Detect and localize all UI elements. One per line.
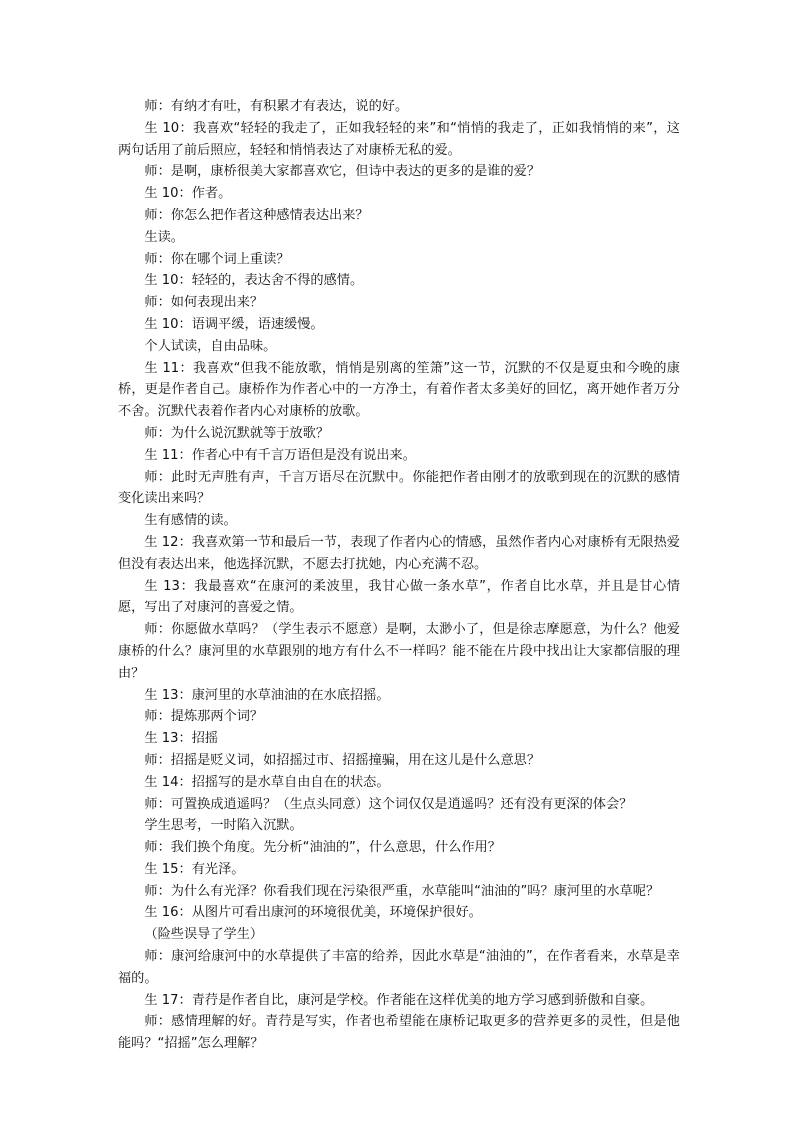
- paragraph: 师：康河给康河中的水草提供了丰富的给养，因此水草是“油油的”，在作者看来，水草是幸福的。: [118, 949, 680, 986]
- paragraph: （险些误导了学生）: [144, 927, 264, 943]
- paragraph: 师：是啊，康桥很美大家都喜欢它，但诗中表达的更多的是谁的爱？: [144, 164, 541, 180]
- paragraph: 师：如何表现出来？: [144, 295, 264, 311]
- paragraph: 生 13：我最喜欢“在康河的柔波里，我甘心做一条水草”，作者自比水草，并且是甘心情愿，写出了对康河的喜爱之情。: [118, 578, 680, 616]
- paragraph: 生读。: [144, 229, 184, 245]
- paragraph: 师：为什么说沉默就等于放歌？: [144, 425, 330, 441]
- paragraph: 生 12：我喜欢第一节和最后一节，表现了作者内心的情感，虽然作者内心对康桥有无限热爱但没有表达出来，他选择沉默，不愿去打扰她，内心充满不忍。: [118, 534, 680, 572]
- paragraph: 生 13：招摇: [144, 731, 219, 747]
- paragraph: 师：此时无声胜有声，千言万语尽在沉默中。你能把作者由刚才的放歌到现在的沉默的感情变化读出来吗？: [118, 469, 680, 507]
- paragraph: 师：感情理解的好。青荇是写实，作者也希望能在康桥记取更多的营养更多的灵性，但是他能吗？“招摇”怎么理解？: [118, 1014, 680, 1052]
- paragraph: 师：可置换成逍遥吗？（生点头同意）这个词仅仅是逍遥吗？还有没有更深的体会？: [144, 796, 633, 812]
- paragraph: 生 15：有光泽。: [144, 861, 245, 877]
- paragraph: 个人试读，自由品味。: [144, 338, 277, 354]
- paragraph: 生 11：作者心中有千言万语但是没有说出来。: [144, 447, 416, 463]
- paragraph: 生 10：轻轻的，表达舍不得的感情。: [144, 273, 364, 289]
- paragraph: 生 13：康河里的水草油油的在水底招摇。: [144, 687, 390, 703]
- paragraph: 生 11：我喜欢“但我不能放歌，悄悄是别离的笙箫”这一节，沉默的不仅是夏虫和今晚的康桥，更是作者自己。康桥作为作者心中的一方净土，有着作者太多美好的回忆，离开她作者万分不舍。沉默代表着作者内心对康桥的放歌。: [118, 360, 680, 420]
- paragraph: 师：提炼那两个词？: [144, 709, 264, 725]
- paragraph: 生 10：我喜欢“轻轻的我走了，正如我轻轻的来”和“悄悄的我走了，正如我悄悄的来”，这两句话用了前后照应，轻轻和悄悄表达了对康桥无私的爱。: [118, 120, 680, 158]
- paragraph: 师：有纳才有吐，有积累才有表达，说的好。: [144, 99, 409, 114]
- paragraph: 师：我们换个角度。先分析“油油的”，什么意思，什么作用？: [144, 840, 501, 856]
- paragraph: 生 14：招摇写的是水草自由自在的状态。: [144, 774, 390, 790]
- paragraph: 师：为什么有光泽？你看我们现在污染很严重，水草能叫“油油的”吗？康河里的水草呢？: [144, 883, 660, 899]
- paragraph: 学生思考，一时陷入沉默。: [144, 818, 303, 834]
- paragraph: 师：你在哪个词上重读？: [144, 251, 290, 267]
- paragraph: 生 16：从图片可看出康河的环境很优美，环境保护很好。: [144, 905, 482, 921]
- paragraph: 师：你怎么把作者这种感情表达出来？: [144, 207, 369, 223]
- paragraph: 师：你愿做水草吗？（学生表示不愿意）是啊，太渺小了，但是徐志摩愿意，为什么？他爱康桥的什么？康河里的水草跟别的地方有什么不一样吗？能不能在片段中找出让大家都信服的理由？: [118, 622, 680, 681]
- paragraph: 生 17：青荇是作者自比，康河是学校。作者能在这样优美的地方学习感到骄傲和自豪。: [144, 992, 654, 1008]
- paragraph: 生有感情的读。: [144, 513, 237, 529]
- paragraph: 师：招摇是贬义词，如招摇过市、招摇撞骗，用在这儿是什么意思？: [144, 752, 541, 768]
- paragraph: 生 10：语调平缓，语速缓慢。: [144, 316, 324, 332]
- document-body: [118, 96, 680, 1055]
- paragraph: 生 10：作者。: [144, 186, 232, 202]
